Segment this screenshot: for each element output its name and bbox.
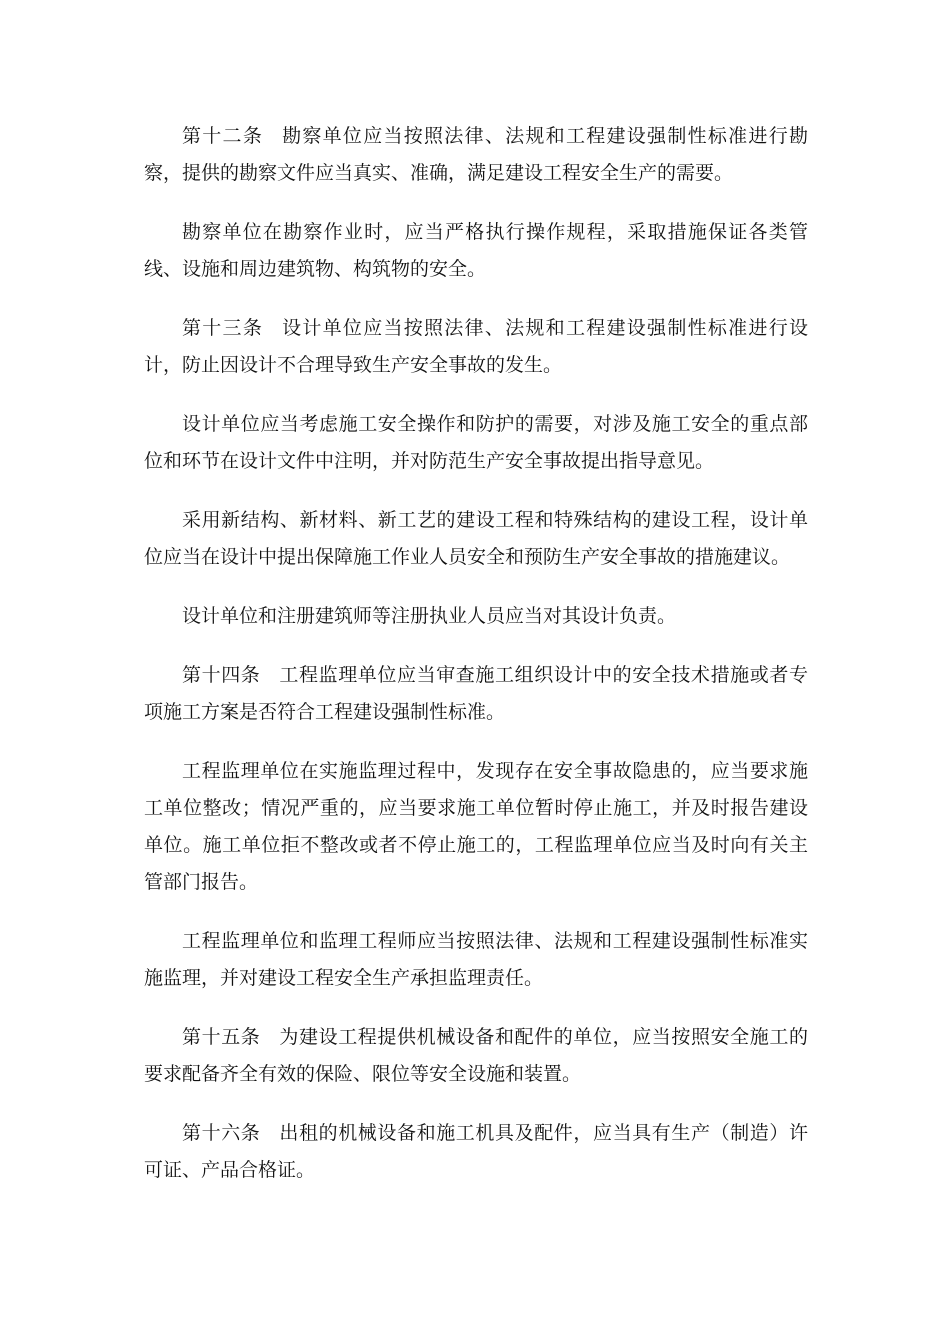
- paragraph-text: 采用新结构、新材料、新工艺的建设工程和特殊结构的建设工程，设计单位应当在设计中提出保障施工作业人员安全和预防生产安全事故的措施建议。: [144, 509, 808, 568]
- paragraph-text: 出租的机械设备和施工机具及配件，应当具有生产（制造）许可证、产品合格证。: [144, 1122, 808, 1181]
- document-body: [144, 118, 808, 1211]
- paragraph-text: 设计单位应当考虑施工安全操作和防护的需要，对涉及施工安全的重点部位和环节在设计文件中注明，并对防范生产安全事故提出指导意见。: [144, 413, 808, 472]
- paragraph: [144, 923, 808, 997]
- paragraph-text: 为建设工程提供机械设备和配件的单位，应当按照安全施工的要求配备齐全有效的保险、限位等安全设施和装置。: [144, 1026, 808, 1085]
- article-number: 第十四条: [182, 664, 261, 686]
- paragraph: [144, 406, 808, 480]
- paragraph-text: 设计单位应当按照法律、法规和工程建设强制性标准进行设计，防止因设计不合理导致生产安全事故的发生。: [144, 317, 808, 376]
- paragraph-text: 勘察单位在勘察作业时，应当严格执行操作规程，采取措施保证各类管线、设施和周边建筑物、构筑物的安全。: [144, 221, 808, 280]
- paragraph-text: 工程监理单位应当审查施工组织设计中的安全技术措施或者专项施工方案是否符合工程建设强制性标准。: [144, 664, 808, 723]
- paragraph-article-12: [144, 118, 808, 192]
- article-number: 第十六条: [182, 1122, 261, 1144]
- article-number: 第十二条: [182, 125, 264, 147]
- paragraph: [144, 502, 808, 576]
- paragraph-article-13: [144, 310, 808, 384]
- paragraph-article-15: [144, 1019, 808, 1093]
- paragraph-text: 设计单位和注册建筑师等注册执业人员应当对其设计负责。: [182, 605, 677, 627]
- paragraph: [144, 598, 808, 635]
- article-number: 第十三条: [182, 317, 264, 339]
- paragraph-text: 工程监理单位和监理工程师应当按照法律、法规和工程建设强制性标准实施监理，并对建设工程安全生产承担监理责任。: [144, 930, 808, 989]
- article-number: 第十五条: [182, 1026, 261, 1048]
- paragraph-text: 工程监理单位在实施监理过程中，发现存在安全事故隐患的，应当要求施工单位整改；情况严重的，应当要求施工单位暂时停止施工，并及时报告建设单位。施工单位拒不整改或者不停止施工的，工程监理单位应当及时向有关主管部门报告。: [144, 760, 808, 893]
- paragraph: [144, 214, 808, 288]
- paragraph: [144, 753, 808, 901]
- paragraph-text: 勘察单位应当按照法律、法规和工程建设强制性标准进行勘察，提供的勘察文件应当真实、准确，满足建设工程安全生产的需要。: [144, 125, 808, 184]
- paragraph-article-16: [144, 1115, 808, 1189]
- paragraph-article-14: [144, 657, 808, 731]
